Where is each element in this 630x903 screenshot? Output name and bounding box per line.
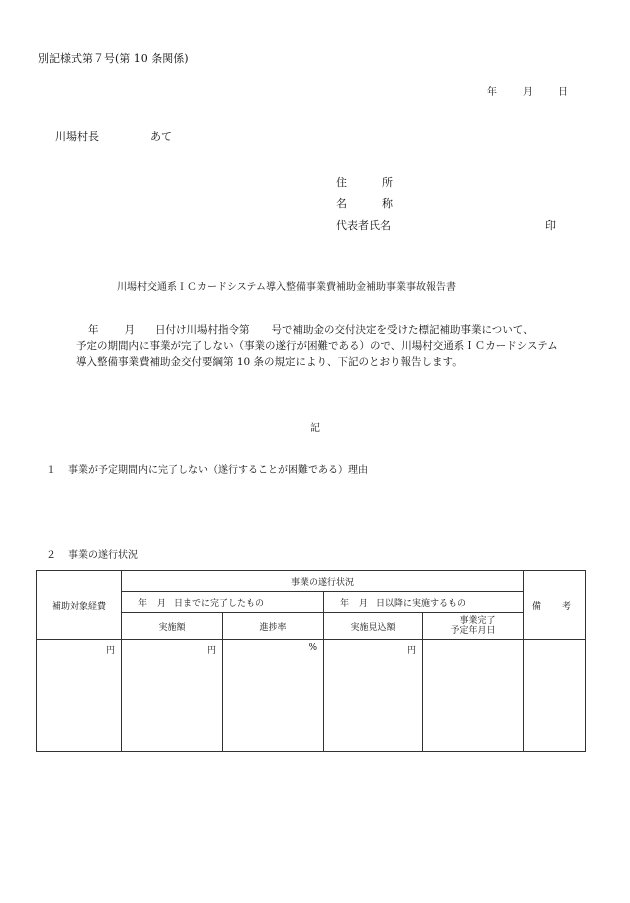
col-planned-header: 実施見込額 xyxy=(324,613,423,640)
date-month: 月 xyxy=(523,87,533,98)
cell-subject-yen[interactable]: 円 xyxy=(37,640,122,752)
address-label-1: 住 xyxy=(336,176,347,189)
section-2-number: ２ xyxy=(46,550,56,561)
form-label: 別記様式第７号(第 10 条関係) xyxy=(38,52,189,65)
date-day: 日 xyxy=(558,87,568,98)
seal-mark: 印 xyxy=(545,219,556,232)
cell-progress-pct[interactable]: % xyxy=(223,640,324,752)
table-header-row-1 xyxy=(37,571,586,592)
document-title: 川場村交通系ＩＣカードシステム導入整備事業費補助金補助事業事故報告書 xyxy=(117,282,456,293)
addressee-suffix: あて xyxy=(150,130,172,143)
section-1-number: １ xyxy=(46,465,56,476)
sub-header-completed: 年 月 日までに完了したもの xyxy=(122,592,324,613)
col-progress-header: 進捗率 xyxy=(223,613,324,640)
table-row xyxy=(37,640,586,752)
body-text-b: 号で補助金の交付決定を受けた標記補助事業について、 xyxy=(271,324,534,336)
col-subject-header: 補助対象経費 xyxy=(37,571,122,640)
progress-status-table xyxy=(36,570,586,752)
col-completion-header: 事業完了 予定年月日 xyxy=(423,613,524,640)
cell-planned-yen[interactable]: 円 xyxy=(324,640,423,752)
body-line-3: 導入整備事業費補助金交付要綱第 10 条の規定により、下記のとおり報告します。 xyxy=(76,356,463,368)
ki-note-mark: 記 xyxy=(310,423,320,434)
addressee-name: 川場村長 xyxy=(55,130,99,143)
body-year: 年 xyxy=(88,324,99,336)
name-label-1: 名 xyxy=(336,197,347,210)
sub-header-future: 年 月 日以降に実施するもの xyxy=(324,592,524,613)
body-text-a: 日付け川場村指令第 xyxy=(155,324,250,336)
body-line-2: 予定の期間内に事業が完了しない（事業の遂行が困難である）ので、川場村交通系ＩＣカードシステム xyxy=(76,340,558,352)
date-year: 年 xyxy=(487,87,497,98)
section-1-text: 事業が予定期間内に完了しない（遂行することが困難である）理由 xyxy=(68,465,368,476)
body-line-1 xyxy=(84,322,594,338)
cell-amount-yen[interactable]: 円 xyxy=(122,640,223,752)
cell-completion-date[interactable] xyxy=(423,640,524,752)
representative-label: 代表者氏名 xyxy=(336,219,391,232)
address-label-2: 所 xyxy=(382,176,393,189)
group-header: 事業の遂行状況 xyxy=(122,571,524,592)
body-month: 月 xyxy=(124,324,135,336)
col-amount-header: 実施額 xyxy=(122,613,223,640)
cell-remarks[interactable] xyxy=(524,640,586,752)
name-label-2: 称 xyxy=(382,197,393,210)
section-2-text: 事業の遂行状況 xyxy=(68,550,138,561)
body-paragraph xyxy=(76,322,594,370)
col-remarks-header xyxy=(524,571,586,640)
remarks-label: 備 考 xyxy=(532,601,578,612)
